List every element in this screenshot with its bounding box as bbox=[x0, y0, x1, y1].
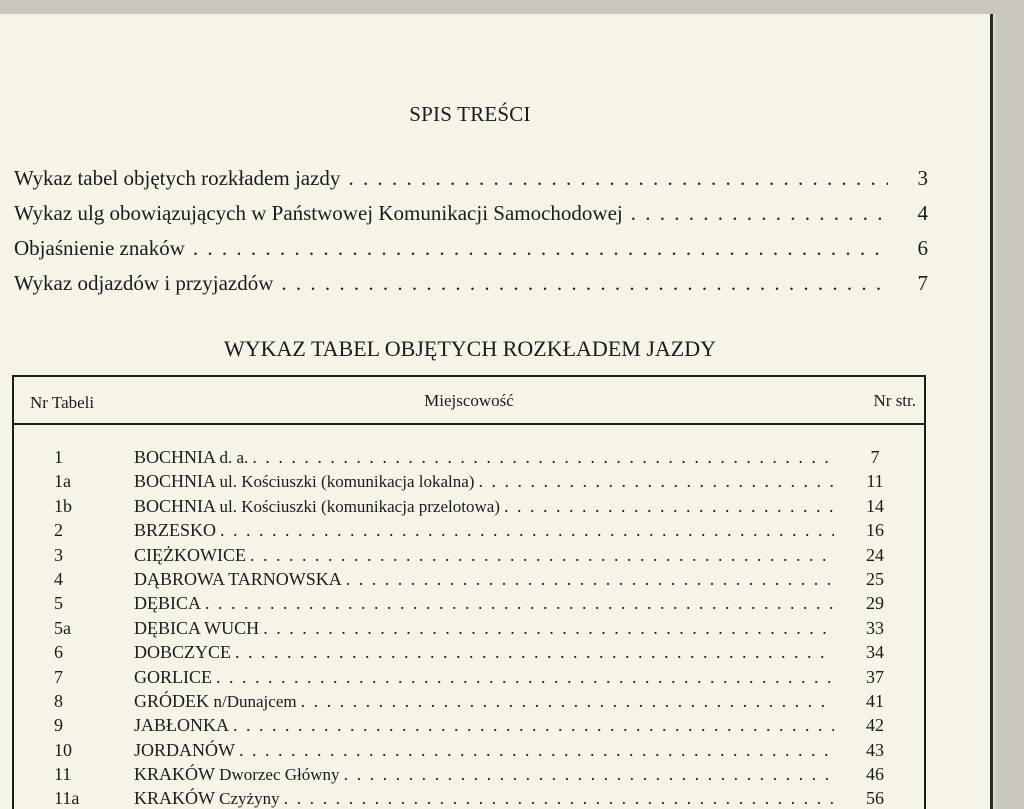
leader-dots bbox=[348, 166, 888, 191]
row-place-detail: ul. Kościuszki (komunikacja lokalna) bbox=[219, 472, 475, 492]
header-nr: Nr Tabeli bbox=[30, 393, 95, 412]
toc-item-label: Wykaz odjazdów i przyjazdów bbox=[14, 271, 274, 295]
row-page: 25 bbox=[866, 568, 884, 589]
row-place-detail: n/Dunajcem bbox=[213, 691, 297, 711]
document-page bbox=[0, 14, 990, 809]
row-place bbox=[134, 715, 233, 736]
leader-dots bbox=[263, 618, 834, 639]
row-nr: 9 bbox=[54, 715, 63, 736]
toc-item-page: 3 bbox=[917, 166, 928, 190]
toc-item bbox=[14, 166, 934, 201]
table-row bbox=[14, 593, 924, 617]
header-page: Nr str. bbox=[873, 391, 916, 410]
row-place-name: GRÓDEK bbox=[134, 690, 209, 711]
table-row bbox=[14, 520, 924, 544]
row-nr: 11a bbox=[54, 788, 80, 809]
row-place bbox=[134, 740, 239, 761]
leader-dots bbox=[235, 642, 834, 663]
row-place-detail: Dworzec Główny bbox=[219, 765, 340, 785]
row-place-detail: d. a. bbox=[219, 448, 249, 467]
row-place-name: KRAKÓW bbox=[134, 788, 215, 809]
row-nr: 11 bbox=[54, 764, 72, 785]
row-place bbox=[134, 618, 263, 639]
row-place-name: BOCHNIA bbox=[134, 447, 216, 467]
toc-list bbox=[14, 166, 934, 306]
row-place bbox=[134, 447, 252, 468]
table-row bbox=[14, 715, 924, 739]
row-nr: 2 bbox=[54, 520, 63, 541]
row-page: 37 bbox=[866, 666, 884, 687]
row-page: 24 bbox=[866, 544, 884, 565]
row-page: 33 bbox=[866, 617, 884, 638]
row-place-name: CIĘŻKOWICE bbox=[134, 544, 246, 565]
toc-item bbox=[14, 201, 934, 236]
leader-dots bbox=[281, 271, 888, 296]
toc-item-page: 7 bbox=[917, 271, 928, 295]
row-place-name: GORLICE bbox=[134, 666, 212, 687]
row-page: 34 bbox=[866, 642, 884, 663]
leader-dots bbox=[193, 236, 888, 261]
row-nr: 8 bbox=[54, 690, 63, 711]
table-row bbox=[14, 471, 924, 495]
toc-item-page: 6 bbox=[917, 236, 928, 260]
row-place-name: BRZESKO bbox=[134, 520, 217, 541]
row-place-name: JABŁONKA bbox=[134, 715, 230, 736]
table-row bbox=[14, 667, 924, 691]
toc-item bbox=[14, 236, 934, 271]
leader-dots bbox=[344, 764, 834, 785]
leader-dots bbox=[233, 715, 834, 736]
table-row bbox=[14, 642, 924, 666]
leader-dots bbox=[631, 201, 888, 226]
leader-dots bbox=[346, 569, 834, 590]
row-place-name: JORDANÓW bbox=[134, 739, 235, 760]
row-nr: 7 bbox=[54, 666, 63, 687]
leader-dots bbox=[284, 788, 834, 809]
row-place bbox=[134, 569, 346, 590]
leader-dots bbox=[205, 593, 834, 614]
row-nr: 5 bbox=[54, 593, 63, 614]
table-row bbox=[14, 545, 924, 569]
row-place-name: DĘBICA bbox=[134, 593, 201, 614]
row-nr: 5a bbox=[54, 617, 71, 638]
table-header bbox=[14, 377, 924, 425]
table-body bbox=[14, 447, 924, 809]
row-page: 42 bbox=[866, 715, 884, 736]
row-page: 56 bbox=[866, 788, 884, 809]
row-page: 7 bbox=[870, 447, 880, 467]
leader-dots bbox=[301, 691, 834, 712]
leader-dots bbox=[250, 545, 834, 566]
row-nr: 3 bbox=[54, 544, 63, 565]
header-place: Miejscowość bbox=[424, 391, 514, 410]
leader-dots bbox=[252, 447, 834, 468]
row-nr: 4 bbox=[54, 568, 63, 589]
row-place-detail: Czyżyny bbox=[219, 789, 280, 809]
row-nr: 10 bbox=[54, 739, 72, 760]
row-nr: 1 bbox=[54, 447, 63, 467]
toc-item bbox=[14, 271, 934, 306]
row-place-detail: ul. Kościuszki (komunikacja przelotowa) bbox=[219, 496, 500, 516]
table-row bbox=[14, 691, 924, 715]
row-place-name: DĘBICA WUCH bbox=[134, 617, 260, 638]
toc-item-label: Wykaz ulg obowiązujących w Państwowej Komunikacji Samochodowej bbox=[14, 201, 623, 225]
row-place bbox=[134, 788, 284, 809]
row-place bbox=[134, 764, 344, 785]
tables-section-title: WYKAZ TABEL OBJĘTYCH ROZKŁADEM JAZDY bbox=[224, 336, 716, 361]
toc-title: SPIS TREŚCI bbox=[409, 102, 531, 126]
toc-item-label: Wykaz tabel objętych rozkładem jazdy bbox=[14, 166, 341, 190]
toc-item-label: Objaśnienie znaków bbox=[14, 236, 185, 260]
table-row bbox=[14, 447, 924, 471]
table-row bbox=[14, 740, 924, 764]
row-place bbox=[134, 642, 235, 663]
row-page: 46 bbox=[866, 764, 884, 785]
leader-dots bbox=[478, 471, 834, 492]
row-page: 43 bbox=[866, 739, 884, 760]
table-row bbox=[14, 569, 924, 593]
row-page: 41 bbox=[866, 690, 884, 711]
table-row bbox=[14, 788, 924, 809]
row-place bbox=[134, 520, 220, 541]
leader-dots bbox=[239, 740, 834, 761]
row-place bbox=[134, 496, 504, 517]
table-row bbox=[14, 496, 924, 520]
row-place-name: DOBCZYCE bbox=[134, 642, 232, 663]
row-place-name: BOCHNIA bbox=[134, 471, 216, 492]
row-nr: 1b bbox=[54, 495, 72, 516]
row-place-name: BOCHNIA bbox=[134, 495, 216, 516]
row-place bbox=[134, 471, 478, 492]
leader-dots bbox=[216, 667, 834, 688]
table-row bbox=[14, 764, 924, 788]
toc-item-page: 4 bbox=[917, 201, 928, 225]
leader-dots bbox=[220, 520, 834, 541]
row-place-name: DĄBROWA TARNOWSKA bbox=[134, 568, 342, 589]
row-page: 29 bbox=[866, 593, 884, 614]
leader-dots bbox=[504, 496, 834, 517]
row-page: 11 bbox=[866, 471, 884, 492]
tables-list-table bbox=[12, 375, 926, 809]
row-page: 14 bbox=[866, 495, 884, 516]
table-row bbox=[14, 618, 924, 642]
row-place bbox=[134, 667, 216, 688]
row-place bbox=[134, 545, 250, 566]
row-nr: 6 bbox=[54, 642, 63, 663]
row-nr: 1a bbox=[54, 471, 71, 492]
row-place-name: KRAKÓW bbox=[134, 764, 215, 785]
row-page: 16 bbox=[866, 520, 884, 541]
row-place bbox=[134, 593, 205, 614]
row-place bbox=[134, 691, 301, 712]
